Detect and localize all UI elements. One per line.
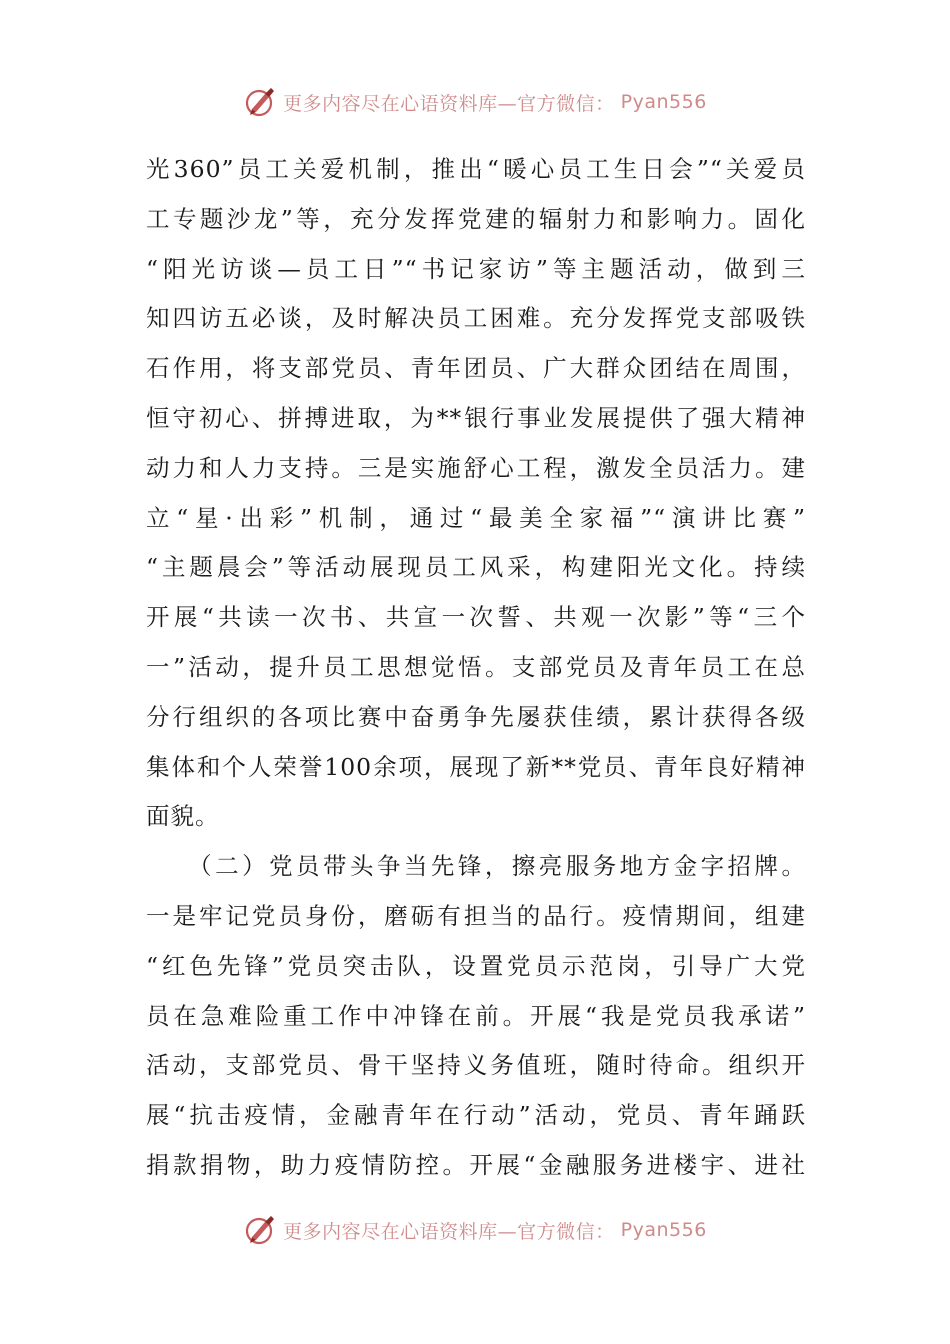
text-line-21: 捐款捐物，助力疫情防控。开展“金融服务进楼宇、进社 bbox=[146, 1150, 806, 1179]
text-line-1: 光360”员工关爱机制，推出“暖心员工生日会”“关爱员 bbox=[146, 155, 806, 183]
watermark-wechat-id: Pyan556 bbox=[620, 91, 707, 113]
text-line-13: 集体和个人荣誉100余项，展现了新**党员、青年良好精神 bbox=[146, 752, 806, 781]
text-line-12: 分行组织的各项比赛中奋勇争先屡获佳绩，累计获得各级 bbox=[146, 702, 806, 731]
text-line-7: 动力和人力支持。三是实施舒心工程，激发全员活力。建 bbox=[146, 453, 806, 482]
watermark-wechat-id: Pyan556 bbox=[620, 1219, 707, 1241]
text-line-18: 员在急难险重工作中冲锋在前。开展“我是党员我承诺” bbox=[146, 1001, 806, 1030]
text-line-6: 恒守初心、拼搏进取，为**银行事业发展提供了强大精神 bbox=[146, 403, 806, 432]
text-line-2: 工专题沙龙”等，充分发挥党建的辐射力和影响力。固化 bbox=[146, 204, 806, 233]
watermark-text: 更多内容尽在心语资料库—官方微信： bbox=[283, 1220, 615, 1243]
section-heading-2: （二）党员带头争当先锋，擦亮服务地方金字招牌。 bbox=[146, 852, 806, 881]
text-line-5: 石作用，将支部党员、青年团员、广大群众团结在周围， bbox=[146, 354, 806, 383]
document-body bbox=[146, 145, 806, 1191]
text-line-4: 知四访五必谈，及时解决员工困难。充分发挥党支部吸铁 bbox=[146, 304, 806, 333]
text-line-14: 面貌。 bbox=[146, 802, 220, 831]
text-line-9: “主题晨会”等活动展现员工风采，构建阳光文化。持续 bbox=[146, 553, 806, 582]
footer-watermark bbox=[0, 1210, 950, 1250]
pen-logo-icon bbox=[243, 1213, 277, 1247]
text-line-11: 一”活动，提升员工思想觉悟。支部党员及青年员工在总 bbox=[146, 652, 806, 681]
text-line-16: 一是牢记党员身份，磨砺有担当的品行。疫情期间，组建 bbox=[146, 901, 806, 930]
text-line-20: 展“抗击疫情，金融青年在行动”活动，党员、青年踊跃 bbox=[146, 1101, 806, 1130]
text-line-10: 开展“共读一次书、共宣一次誓、共观一次影”等“三个 bbox=[146, 603, 806, 632]
text-line-3: “阳光访谈—员工日”“书记家访”等主题活动，做到三 bbox=[146, 254, 806, 283]
text-line-17: “红色先锋”党员突击队，设置党员示范岗，引导广大党 bbox=[146, 951, 806, 980]
text-line-19: 活动，支部党员、骨干坚持义务值班，随时待命。组织开 bbox=[146, 1051, 806, 1080]
text-line-8: 立“星·出彩”机制，通过“最美全家福”“演讲比赛” bbox=[146, 503, 806, 532]
pen-logo-icon bbox=[243, 85, 277, 119]
watermark-text: 更多内容尽在心语资料库—官方微信： bbox=[283, 92, 615, 115]
header-watermark bbox=[0, 82, 950, 122]
